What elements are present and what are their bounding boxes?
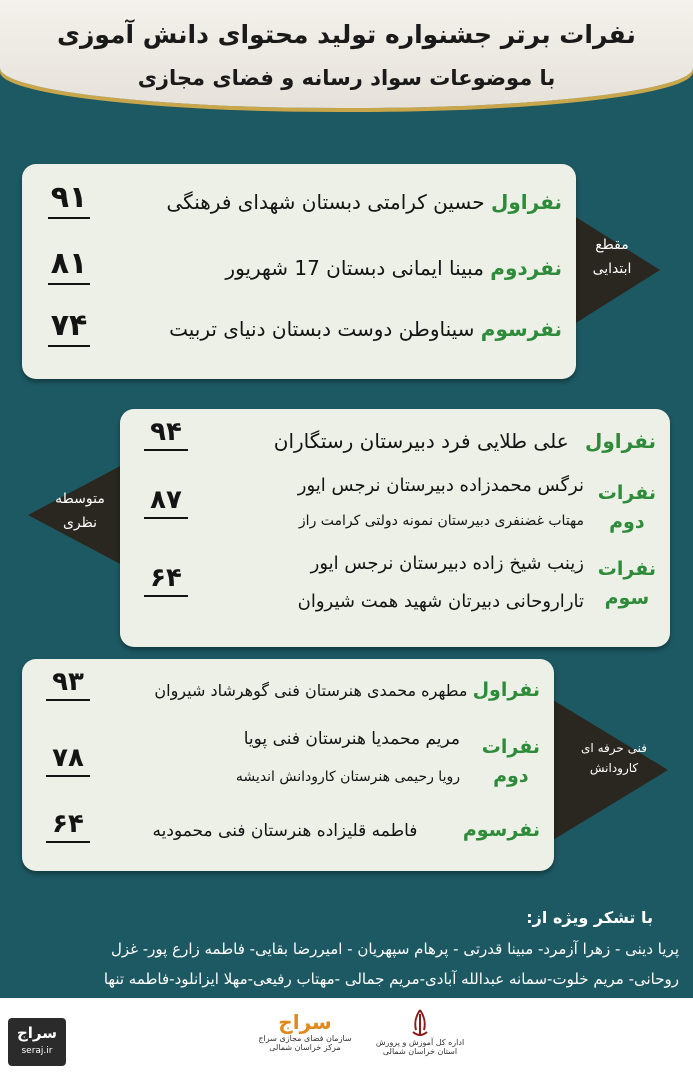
list-item: نفردوم مبینا ایمانی دبستان 17 شهریور xyxy=(225,256,562,280)
score-value: ۸۱ xyxy=(44,246,94,281)
page-title: نفرات برتر جشنواره تولید محتوای دانش آموزی xyxy=(57,20,636,49)
score-value: ۷۸ xyxy=(42,743,94,773)
list-item: رویا رحیمی هنرستان کارودانش اندیشه xyxy=(235,769,460,785)
score-value: ۹۳ xyxy=(42,667,94,697)
seraj-watermark-badge: سراج seraj.ir xyxy=(8,1018,66,1066)
thanks-names: پریا دینی - زهرا آزمرد- مبینا قدرتی - پرهام سپهریان - امیررضا بقایی- فاطمه زارع پور- غزل xyxy=(110,940,679,958)
list-item: نفراول حسین کرامتی دبستان شهدای فرهنگی xyxy=(166,190,562,214)
seraj-org-logo: سراج سازمان فضای مجازی سراج مرکز خراسان شمالی xyxy=(250,1010,360,1052)
list-item: نفرسوم سیناوطن دوست دبستان دنیای تربیت xyxy=(169,317,562,341)
section-label-high-school: متوسطه نظری xyxy=(55,491,105,531)
score-value: ۷۴ xyxy=(44,308,94,343)
section-label-elementary: مقطع ابتدایی xyxy=(592,237,632,277)
rank-label: نفرات سوم xyxy=(597,558,656,609)
score-value: ۶۴ xyxy=(42,809,94,839)
page-footer xyxy=(0,998,693,1080)
section-card-high-school xyxy=(120,409,670,647)
thanks-title: با تشکر ویژه از: xyxy=(526,908,653,927)
list-item: مریم محمدیا هنرستان فنی پویا xyxy=(243,729,460,749)
seraj-logo-text: سراج xyxy=(278,1010,332,1034)
score-value: ۹۴ xyxy=(140,417,192,447)
list-item: نفراول علی طلایی فرد دبیرستان رستگاران xyxy=(273,429,656,453)
list-item: نرگس محمدزاده دبیرستان نرجس ایور xyxy=(297,475,584,496)
iran-emblem-icon xyxy=(407,1008,433,1038)
thanks-names: روحانی- مریم خلوت-سمانه عبدالله آبادی-مریم جمالی -مهتاب رفیعی-مهلا ایزانلود-فاطمه تنها xyxy=(103,970,679,988)
section-label-vocational: فنی حرفه ای کارودانش xyxy=(581,741,647,776)
page-header xyxy=(0,0,693,108)
list-item: نفرسوم فاطمه قلیزاده هنرستان فنی محمودیه xyxy=(152,819,540,841)
rank-label: نفرات دوم xyxy=(481,736,540,787)
score-value: ۸۷ xyxy=(140,485,192,515)
score-value: ۹۱ xyxy=(44,180,94,215)
list-item: زینب شیخ زاده دبیرستان نرجس ایور xyxy=(310,553,584,574)
page-subtitle: با موضوعات سواد رسانه و فضای مجازی xyxy=(137,66,556,90)
rank-label: نفرات دوم xyxy=(597,482,656,533)
education-office-logo: اداره کل آموزش و پرورش استان خراسان شمالی xyxy=(360,1008,480,1056)
list-item: نفراول مطهره محمدی هنرستان فنی گوهرشاد شیروان xyxy=(154,679,540,701)
list-item: تاراروحانی دبیرتان شهید همت شیروان xyxy=(297,591,584,612)
section-card-elementary xyxy=(22,164,576,379)
section-card-vocational xyxy=(22,659,554,871)
score-value: ۶۴ xyxy=(140,563,192,593)
list-item: مهتاب غضنفری دبیرستان نمونه دولتی کرامت راز xyxy=(298,513,584,529)
